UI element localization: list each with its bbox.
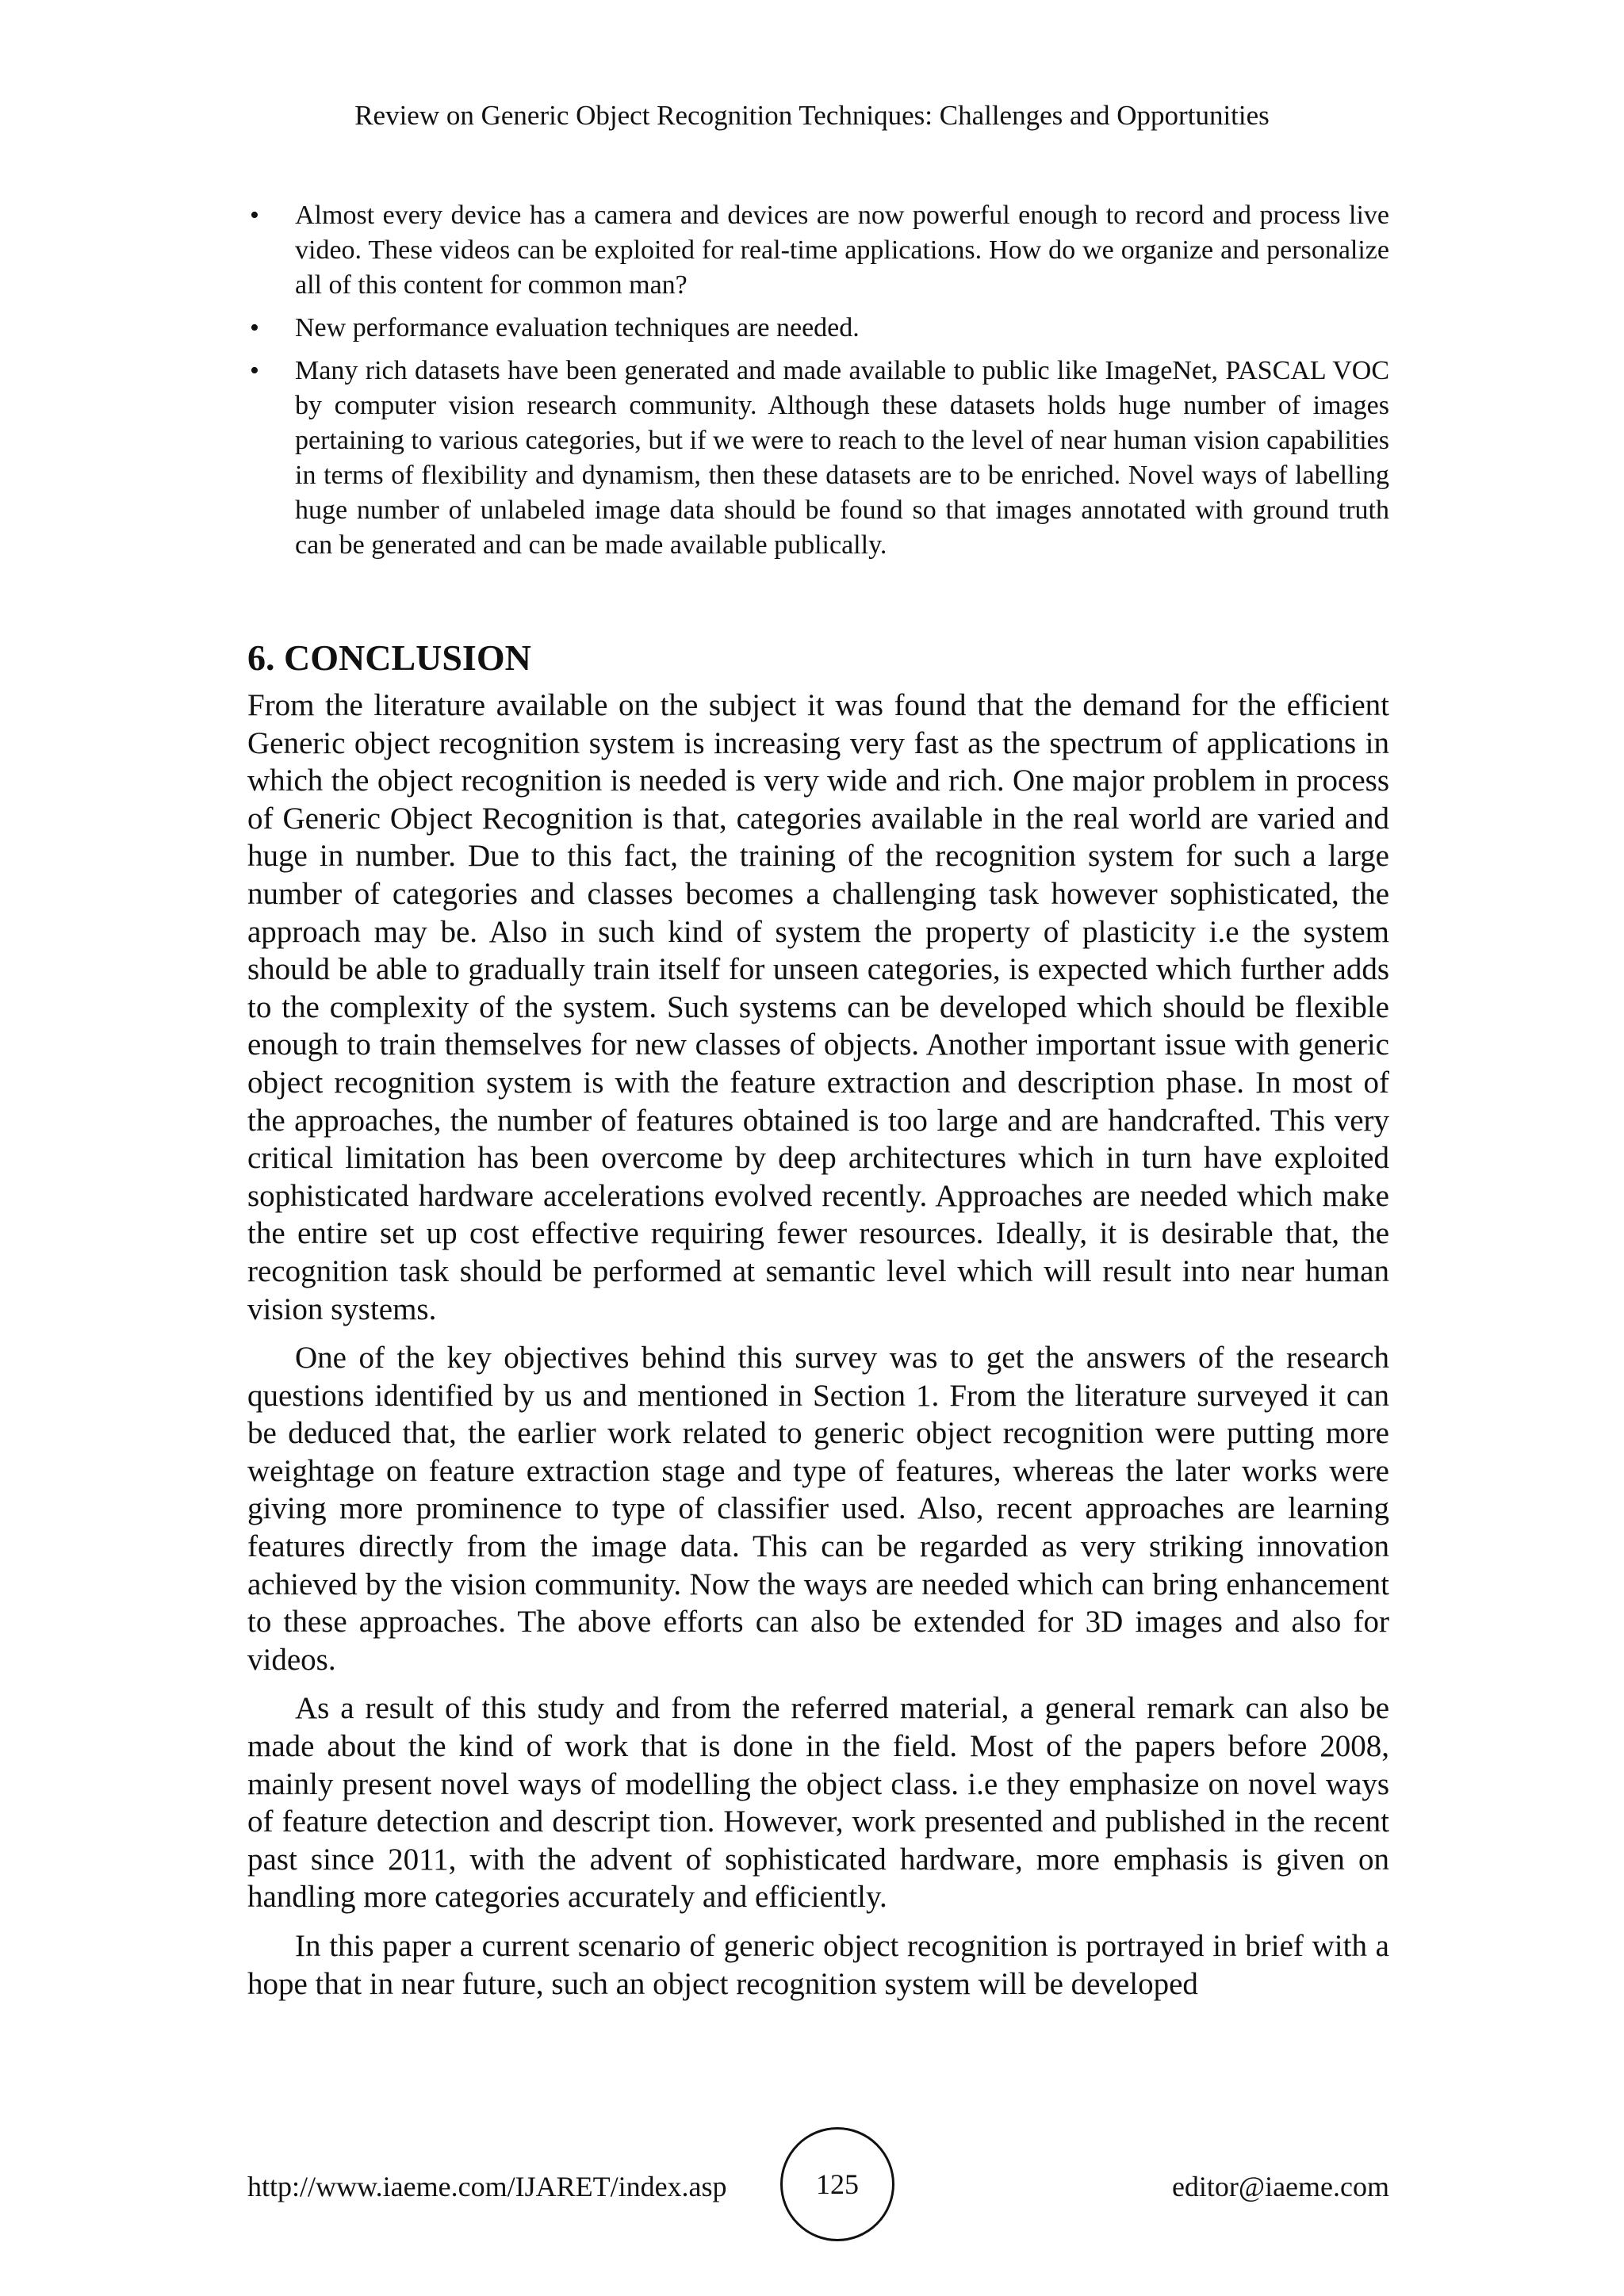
paragraph: In this paper a current scenario of generic object recognition is portrayed in brief with a hope that in near future, such an object recognition system will be developed [247, 1929, 1389, 2001]
bullet-text: Almost every device has a camera and devices are now powerful enough to record and process live video. These videos can be exploited for real-time applications. How do we organize and personalize all of this content for common man? [295, 201, 1389, 300]
page-number-text: 125 [816, 2168, 859, 2200]
footer-url-link[interactable]: http://www.iaeme.com/IJARET/index.asp [247, 2171, 727, 2202]
list-item [250, 311, 1389, 346]
paragraph: One of the key objectives behind this survey was to get the answers of the research questions identified by us and mentioned in Section 1. From the literature surveyed it can be deduced that, the earlier work related to generic object recognition were putting more weightage on feature extraction stage and type of features, whereas the later works were giving more prominence to type of classifier used. Also, recent approaches are learning features directly from the image data. This can be regarded as very striking innovation achieved by the vision community. Now the ways are needed which can bring enhancement to these approaches. The above efforts can also be extended for 3D images and also for videos. [247, 1341, 1389, 1677]
paragraph: From the literature available on the subject it was found that the demand for the efficient Generic object recognition system is increasing very fast as the spectrum of applications in which the object recognition is needed is very wide and rich. One major problem in process of Generic Object Recognition is that, categories available in the real world are varied and huge in number. Due to this fact, the training of the recognition system for such a large number of categories and classes becomes a challenging task however sophisticated, the approach may be. Also in such kind of system the property of plasticity i.e the system should be able to gradually train itself for unseen categories, is expected which further adds to the complexity of the system. Such systems can be developed which should be flexible enough to train themselves for new classes of objects. Another important issue with generic object recognition system is with the feature extraction and description phase. In most of the approaches, the number of features obtained is too large and are handcrafted. This very critical limitation has been overcome by deep architectures which in turn have exploited sophisticated hardware accelerations evolved recently. Approaches are needed which make the entire set up cost effective requiring fewer resources. Ideally, it is desirable that, the recognition task should be performed at semantic level which will result into near human vision systems. [247, 688, 1389, 1326]
paragraph: As a result of this study and from the referred material, a general remark can also be made about the kind of work that is done in the field. Most of the papers before 2008, mainly present novel ways of modelling the object class. i.e they emphasize on novel ways of feature detection and descript tion. However, work presented and published in the recent past since 2011, with the advent of sophisticated hardware, more emphasis is given on handling more categories accurately and efficiently. [247, 1691, 1389, 1915]
bullet-text: Many rich datasets have been generated and made available to public like ImageNet, PASCAL VOC by computer vision research community. Although these datasets holds huge number of images pertaining to various categories, but if we were to reach to the level of near human vision capabilities in terms of flexibility and dynamism, then these datasets are to be enriched. Novel ways of labelling huge number of unlabeled image data should be found so that images annotated with ground truth can be generated and can be made available publically. [295, 356, 1389, 560]
page-number [780, 2127, 894, 2241]
bullet-list [250, 198, 1389, 571]
list-item [250, 198, 1389, 303]
bullet-text: New performance evaluation techniques are needed. [295, 313, 860, 342]
conclusion-body [247, 687, 1389, 2014]
running-header: Review on Generic Object Recognition Techniques: Challenges and Opportunities [354, 100, 1270, 131]
list-item [250, 354, 1389, 563]
footer-email-link[interactable]: editor@iaeme.com [1171, 2171, 1389, 2202]
bullet-icon: • [250, 356, 259, 385]
bullet-icon: • [250, 201, 259, 230]
section-heading: 6. CONCLUSION [247, 637, 531, 678]
bullet-icon: • [250, 313, 259, 342]
